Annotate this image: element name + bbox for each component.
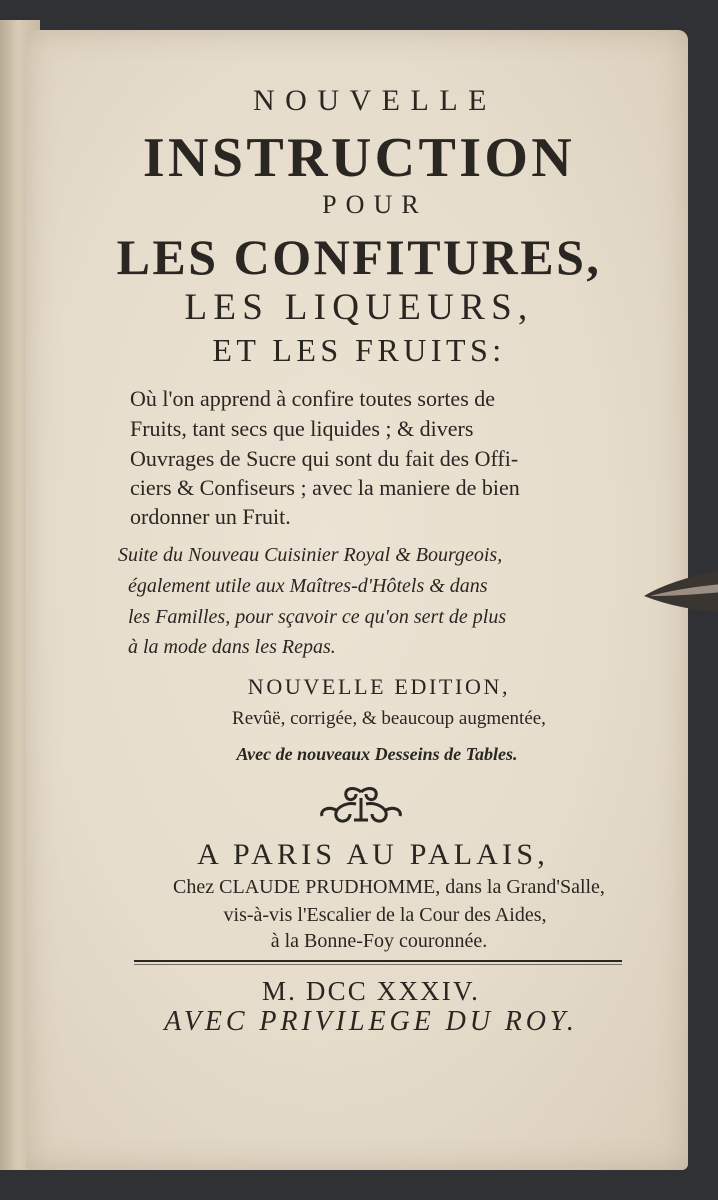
description-line-2: Fruits, tant secs que liquides ; & divers xyxy=(130,416,474,441)
title-line-4: LES CONFITURES, xyxy=(116,229,602,285)
year-line: M. DCC XXXIV. xyxy=(261,976,481,1006)
divider-rule-thin xyxy=(134,964,622,965)
revue-line: Revûë, corrigée, & beaucoup augmentée, xyxy=(232,708,546,729)
divider-rule xyxy=(134,960,622,962)
description-line-1: Où l'on apprend à confire toutes sortes de xyxy=(130,386,496,411)
publisher-line-3: à la Bonne-Foy couronnée. xyxy=(270,930,488,952)
fleuron-ornament-icon xyxy=(316,784,406,826)
title-line-6: ET LES FRUITS: xyxy=(212,332,506,368)
edition-line: NOUVELLE EDITION, xyxy=(247,674,511,699)
publisher-line-1: Chez CLAUDE PRUDHOMME, dans la Grand'Salle, xyxy=(173,876,605,898)
city-line: A PARIS AU PALAIS, xyxy=(197,838,549,871)
title-line-3: POUR xyxy=(322,190,428,219)
privilege-line: AVEC PRIVILEGE DU ROY. xyxy=(164,1006,578,1037)
description-line-4: ciers & Confiseurs ; avec la maniere de bien xyxy=(130,475,520,500)
title-line-2: INSTRUCTION xyxy=(142,127,576,189)
description-line-5: ordonner un Fruit. xyxy=(130,504,291,529)
title-line-5: LES LIQUEURS, xyxy=(184,287,534,328)
suite-line-4: à la mode dans les Repas. xyxy=(128,636,336,658)
bookmark-ribbon-icon xyxy=(640,566,718,618)
desseins-line: Avec de nouveaux Desseins de Tables. xyxy=(236,744,518,764)
suite-line-3: les Familles, pour sçavoir ce qu'on sert de plus xyxy=(128,606,507,628)
title-line-1: NOUVELLE xyxy=(253,84,497,117)
suite-line-1: Suite du Nouveau Cuisinier Royal & Bourgeois, xyxy=(118,544,503,566)
publisher-line-2: vis-à-vis l'Escalier de la Cour des Aides, xyxy=(223,904,547,926)
description-line-3: Ouvrages de Sucre qui sont du fait des Offi- xyxy=(130,446,519,471)
suite-line-2: également utile aux Maîtres-d'Hôtels & dans xyxy=(128,575,488,597)
